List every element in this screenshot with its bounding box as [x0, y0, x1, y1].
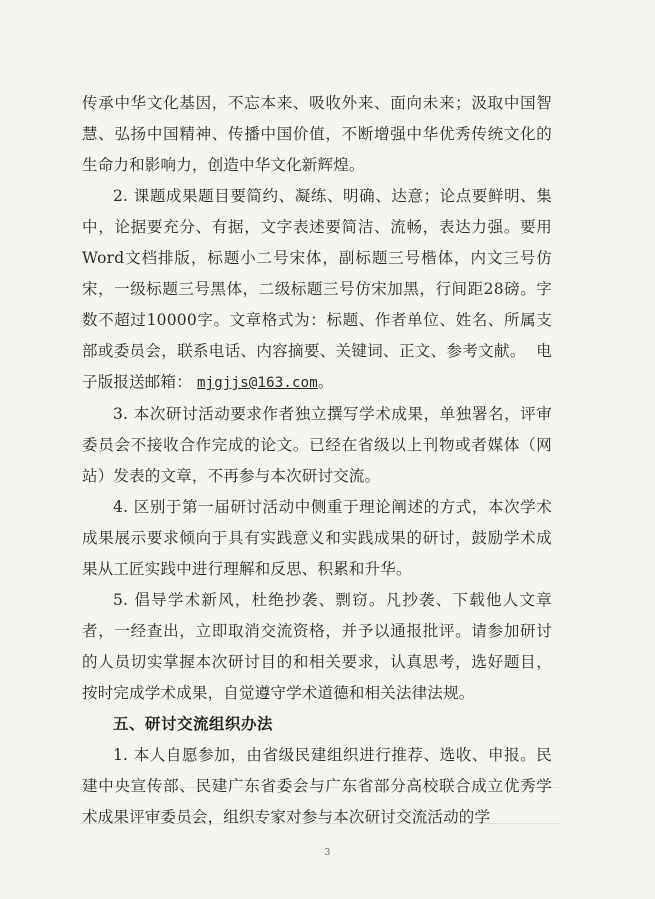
paragraph-item-3: 3. 本次研讨活动要求作者独立撰写学术成果，单独署名，评审委员会不接收合作完成的论文。已经在省级以上刊物或者媒体（网站）发表的文章，不再参与本次研讨交流。: [82, 405, 552, 485]
paragraph-continuation: 传承中华文化基因，不忘本来、吸收外来、面向未来；汲取中国智慧、弘扬中国精神、传播中国价值，不断增强中华优秀传统文化的生命力和影响力，创造中华文化新辉煌。: [82, 94, 552, 174]
section-heading: 五、研讨交流组织办法: [113, 715, 274, 733]
page-number: 3: [324, 848, 331, 858]
paragraph-item-4: 4. 区别于第一届研讨活动中侧重于理论阐述的方式，本次学术成果展示要求倾向于具有实践意义和实践成果的研讨，鼓励学术成果从工匠实践中进行理解和反思、积累和升华。: [82, 498, 552, 578]
document-body: [82, 88, 552, 833]
email-link[interactable]: mjgjjs@163.com: [197, 375, 318, 391]
paragraph-item-2-text: 2. 课题成果题目要简约、凝练、明确、达意；论点要鲜明、集中，论据要充分、有据，文字表述要简洁、流畅，表达力强。要用Word文档排版，标题小二号宋体，副标题三号楷体，内文三号仿宋，一级标题三号黑体，二级标题三号仿宋加黑，行间距28磅。字数不超过10000字。文章格式为：标题、作者单位、姓名、所属支部或委员会，联系电话、内容摘要、关键词、正文、参考文献。: [82, 187, 552, 360]
email-label: 电子版报送邮箱：: [82, 342, 552, 391]
email-suffix: 。: [317, 373, 334, 391]
paragraph-item-5: 5. 倡导学术新风，杜绝抄袭、剽窃。凡抄袭、下载他人文章者，一经查出，立即取消交流资格，并予以通报批评。请参加研讨的人员切实掌握本次研讨目的和相关要求，认真思考，选好题目，按时完成学术成果，自觉遵守学术道德和相关法律法规。: [82, 591, 552, 702]
paragraph-section5-item-1: 1. 本人自愿参加，由省级民建组织进行推荐、选收、申报。民建中央宣传部、民建广东省委会与广东省部分高校联合成立优秀学术成果评审委员会，组织专家对参与本次研讨交流活动的学: [82, 746, 552, 826]
paragraph-item-2: [82, 181, 552, 399]
